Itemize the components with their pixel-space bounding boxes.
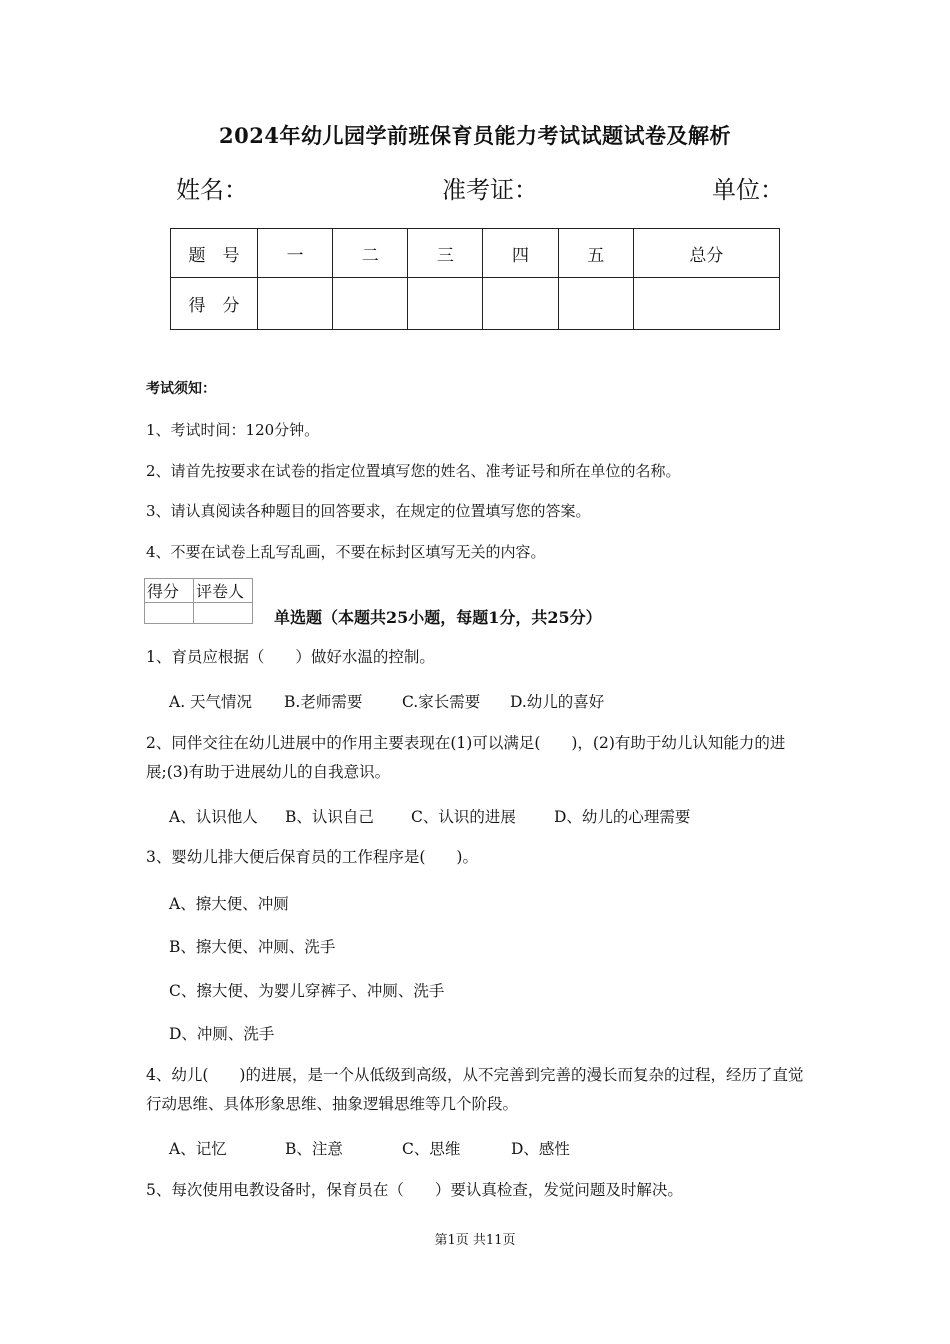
option-d[interactable]: D.幼儿的喜好 <box>510 693 605 711</box>
notice-item: 4、不要在试卷上乱写乱画，不要在标封区填写无关的内容。 <box>146 543 546 561</box>
score-header-cell: 三 <box>408 229 483 278</box>
notice-item: 1、考试时间：120分钟。 <box>146 421 320 439</box>
score-input-cell[interactable] <box>558 278 633 330</box>
option-b[interactable]: B、认识自己 <box>285 808 374 826</box>
grader-score-label: 得分 <box>145 579 194 603</box>
question-text: 2、同伴交往在幼儿进展中的作用主要表现在(1)可以满足( )，(2)有助于幼儿认知能力的进展;(3)有助于进展幼儿的自我意识。 <box>146 734 786 781</box>
question-options <box>169 1137 570 1159</box>
notice-title: 考试须知： <box>146 381 216 397</box>
score-input-cell[interactable] <box>333 278 408 330</box>
option-b[interactable]: B、注意 <box>285 1140 343 1158</box>
option-c[interactable]: C、擦大便、为婴儿穿裤子、冲厕、洗手 <box>169 982 445 1000</box>
question-options <box>169 805 690 827</box>
option-b[interactable]: B、擦大便、冲厕、洗手 <box>169 938 336 956</box>
option-a[interactable]: A. 天气情况 <box>169 693 253 711</box>
unit-field-label: 单位： <box>712 176 784 204</box>
question-text: 4、幼儿( )的进展，是一个从低级到高级，从不完善到完善的漫长而复杂的过程，经历了直觉行动思维、具体形象思维、抽象逻辑思维等几个阶段。 <box>146 1066 804 1113</box>
question-text: 3、婴幼儿排大便后保育员的工作程序是( )。 <box>146 848 478 866</box>
score-header-cell: 二 <box>333 229 408 278</box>
grader-box <box>144 578 253 624</box>
option-b[interactable]: B.老师需要 <box>284 693 363 711</box>
score-header-cell: 四 <box>483 229 558 278</box>
grader-reviewer-cell[interactable] <box>194 603 253 624</box>
option-a[interactable]: A、擦大便、冲厕 <box>169 895 289 913</box>
question-text: 1、育员应根据（ ）做好水温的控制。 <box>146 648 435 666</box>
ticket-field-label: 准考证： <box>442 176 538 204</box>
option-c[interactable]: C、认识的进展 <box>411 808 516 826</box>
score-header-cell: 五 <box>558 229 633 278</box>
page-footer: 第1页 共11页 <box>434 1233 516 1248</box>
score-row-label: 得 分 <box>171 278 258 330</box>
option-d[interactable]: D、感性 <box>511 1140 570 1158</box>
score-header-cell: 题 号 <box>171 229 258 278</box>
score-header-cell: 总分 <box>633 229 779 278</box>
score-input-cell[interactable] <box>633 278 779 330</box>
section-title: 单选题（本题共25小题，每题1分，共25分） <box>274 608 602 627</box>
notice-item: 3、请认真阅读各种题目的回答要求，在规定的位置填写您的答案。 <box>146 502 591 520</box>
grader-score-cell[interactable] <box>145 603 194 624</box>
question-options <box>169 690 604 712</box>
option-c[interactable]: C.家长需要 <box>402 693 481 711</box>
notice-item: 2、请首先按要求在试卷的指定位置填写您的姓名、准考证号和所在单位的名称。 <box>146 462 681 480</box>
score-header-cell: 一 <box>258 229 333 278</box>
option-a[interactable]: A、认识他人 <box>169 808 258 826</box>
score-input-cell[interactable] <box>483 278 558 330</box>
option-c[interactable]: C、思维 <box>402 1140 461 1158</box>
score-table <box>170 228 780 330</box>
option-a[interactable]: A、记忆 <box>169 1140 227 1158</box>
page-title: 2024年幼儿园学前班保育员能力考试试题试卷及解析 <box>219 123 731 148</box>
option-d[interactable]: D、冲厕、洗手 <box>169 1025 275 1043</box>
option-d[interactable]: D、幼儿的心理需要 <box>554 808 691 826</box>
score-table-score-row <box>171 278 780 330</box>
grader-reviewer-label: 评卷人 <box>194 579 253 603</box>
name-field-label: 姓名： <box>176 176 248 204</box>
score-input-cell[interactable] <box>408 278 483 330</box>
score-table-header-row <box>171 229 780 278</box>
score-input-cell[interactable] <box>258 278 333 330</box>
question-text: 5、每次使用电教设备时，保育员在（ ）要认真检查，发觉问题及时解决。 <box>146 1181 683 1199</box>
